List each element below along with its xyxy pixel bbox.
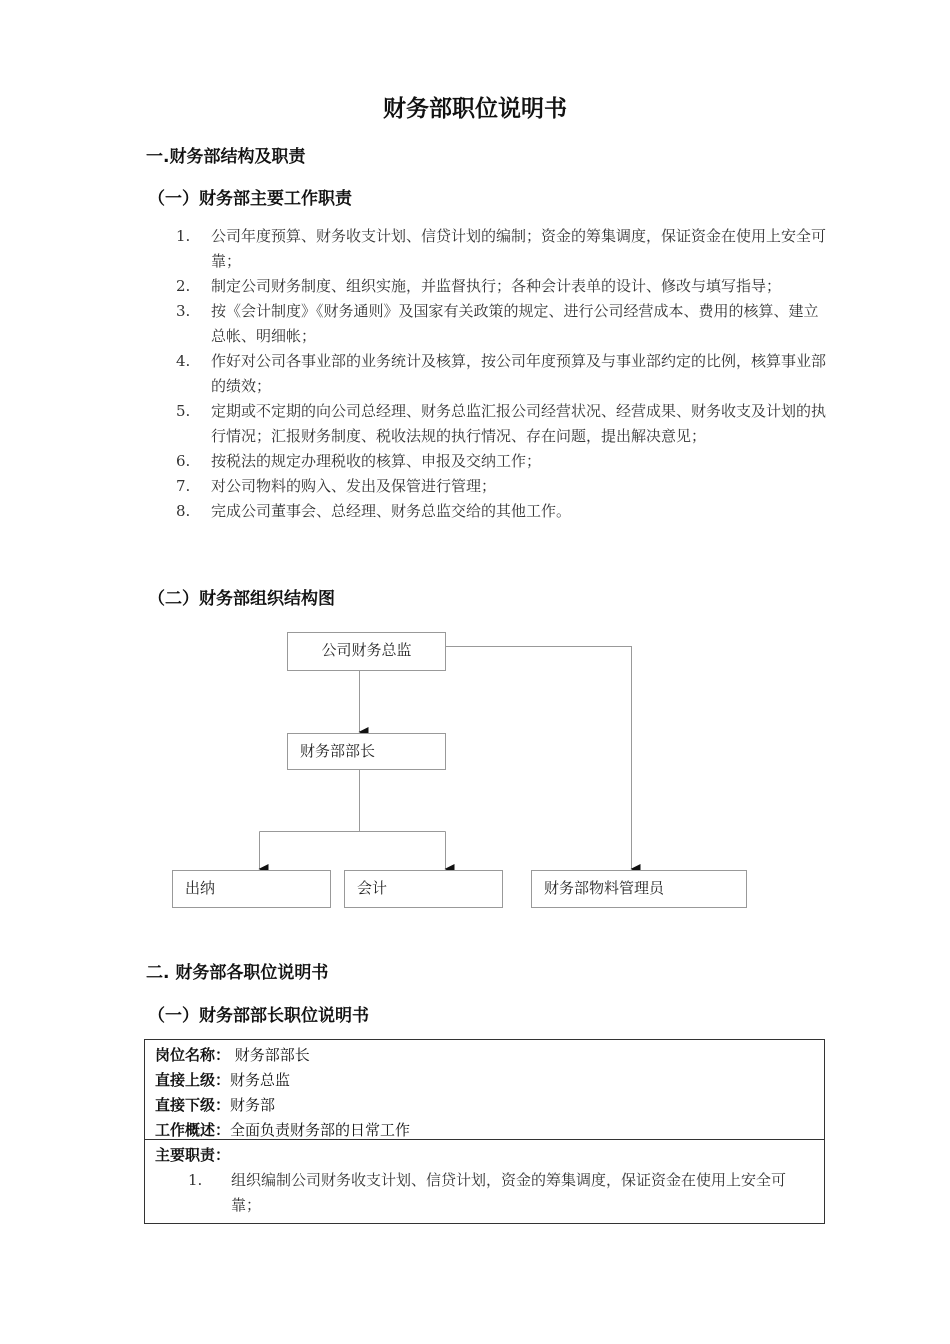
section-1-sub-1-heading: （一）财务部主要工作职责 <box>148 189 352 209</box>
job-description-table <box>144 1039 825 1224</box>
list-item <box>155 1168 814 1218</box>
job-info <box>145 1040 824 1140</box>
job-field-row <box>155 1093 814 1118</box>
list-item <box>176 449 826 474</box>
job-field-key: 岗位名称： <box>155 1046 231 1064</box>
job-field-row <box>155 1043 814 1068</box>
list-text: 作好对公司各事业部的业务统计及核算，按公司年度预算及与事业部约定的比例，核算事业部的绩效； <box>211 352 827 395</box>
connector-director-materials <box>446 647 632 870</box>
list-item <box>176 474 826 499</box>
list-number: 2. <box>176 277 191 295</box>
list-number: 8. <box>176 502 191 520</box>
list-number: 6. <box>176 452 191 470</box>
job-field-value: 财务总监 <box>230 1071 291 1089</box>
duties-list <box>176 224 826 524</box>
list-number: 7. <box>176 477 191 495</box>
section-1-sub-2-heading: （二）财务部组织结构图 <box>148 589 335 609</box>
section-2-sub-1-heading: （一）财务部部长职位说明书 <box>148 1006 369 1026</box>
list-text: 制定公司财务制度、组织实施，并监督执行；各种会计表单的设计、修改与填写指导； <box>211 277 782 295</box>
list-text: 按《会计制度》《财务通则》及国家有关政策的规定、进行公司经营成本、费用的核算、建立总帐、明细帐； <box>211 302 819 345</box>
job-field-key: 直接上级： <box>155 1071 231 1089</box>
list-item <box>176 299 826 349</box>
section-2-heading: 二. 财务部各职位说明书 <box>146 963 329 983</box>
list-item <box>176 274 826 299</box>
list-item <box>176 499 826 524</box>
job-field-value: 财务部 <box>230 1096 276 1114</box>
list-text: 完成公司董事会、总经理、财务总监交给的其他工作。 <box>211 502 572 520</box>
job-responsibilities <box>145 1140 824 1221</box>
responsibilities-label: 主要职责： <box>155 1146 231 1164</box>
org-node-accountant: 会计 <box>344 870 503 908</box>
list-item <box>176 399 826 449</box>
list-item <box>176 349 826 399</box>
list-text: 定期或不定期的向公司总经理、财务总监汇报公司经营状况、经营成果、财务收支及计划的执行情况；汇报财务制度、税收法规的执行情况、存在问题，提出解决意见； <box>211 402 827 445</box>
list-number: 3. <box>176 302 191 320</box>
page-title: 财务部职位说明书 <box>383 96 567 122</box>
job-field-value: 全面负责财务部的日常工作 <box>230 1121 411 1139</box>
list-number: 1. <box>176 227 191 245</box>
job-field-value: 财务部部长 <box>230 1046 310 1064</box>
list-text: 对公司物料的购入、发出及保管进行管理； <box>211 477 497 495</box>
list-text: 按税法的规定办理税收的核算、申报及交纳工作； <box>211 452 542 470</box>
list-item <box>176 224 826 274</box>
list-number: 4. <box>176 352 191 370</box>
org-node-materials-manager: 财务部物料管理员 <box>531 870 747 908</box>
section-1-heading: 一.财务部结构及职责 <box>146 147 306 167</box>
org-node-cashier: 出纳 <box>172 870 331 908</box>
job-field-key: 直接下级： <box>155 1096 231 1114</box>
job-field-row <box>155 1068 814 1093</box>
job-field-key: 工作概述： <box>155 1121 231 1139</box>
org-node-director: 公司财务总监 <box>287 632 446 671</box>
org-node-minister: 财务部部长 <box>287 733 446 770</box>
list-text: 组织编制公司财务收支计划、信贷计划，资金的筹集调度，保证资金在使用上安全可靠； <box>231 1171 787 1214</box>
list-text: 公司年度预算、财务收支计划、信贷计划的编制；资金的筹集调度，保证资金在使用上安全可靠； <box>211 227 827 270</box>
list-number: 5. <box>176 402 191 420</box>
list-number: 1. <box>188 1171 203 1189</box>
